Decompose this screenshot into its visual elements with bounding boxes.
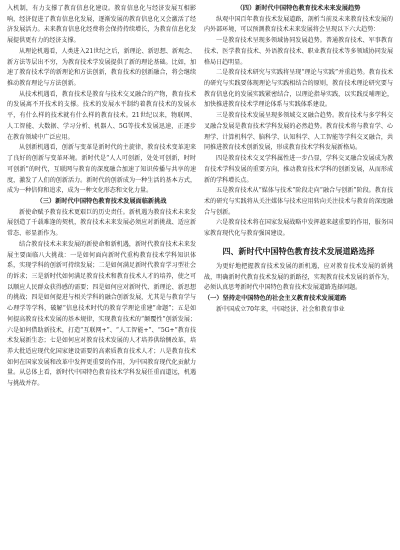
right-column [204, 4, 393, 546]
paragraph: 从创新机遇看，创新与变革是新时代的主旋律，教育技术变革迎来了良好的创新与变革环境。新时代是“人人可创新，处处可创新，时时可创新”的时代，互联网与教育的深度融合加速了知识传播与共享的速度，激发了人们的创新活力。新时代的创新成为一种生活的基本方式，成为一种信仰和追求，成为一种文化形态和文化力量。 [7, 144, 196, 195]
section-heading: （四）新时代中国特色教育技术未来发展趋势 [236, 5, 361, 12]
paragraph: 二是教育技术研究与实践将呈现“理论与实践”并重趋势。教育技术的研究与实践要体现理论与实践相结合的原则，教育技术理论研究要与教育信息化的发展实践紧密结合，以理论指导实践，以实践反哺理论，加快推进教育技术学理论体系与实践体系建设。 [204, 69, 393, 109]
paragraph: 纵观中国百年教育技术发展道路，剖析当前及未来教育技术发展的内外部环境，可以预测教育技术未来发展将会呈现以下六大趋势： [204, 15, 393, 34]
section-heading: （三）新时代中国特色教育技术发展面临新挑战 [36, 197, 167, 205]
chapter-heading: 四、新时代中国特色教育技术发展道路选择 [222, 245, 375, 256]
paragraph: 入机制，有力支撑了教育信息化建设。教育信息化与经济发展互相影响，经济促进了教育信息化发展，逐渐发展的教育信息化又会激活了经济发展活力。未来教育信息化经费将会保持持续增长，为教育信息化发展提供更有力的经济支撑。 [7, 5, 196, 45]
paragraph: 新使命赋予教育技术更艰巨的历史责任。新机遇为教育技术未来发展创造了千载难逢的契机，教育技术未来发展必须应对新挑战、适应新常态、彰显新作为。 [7, 208, 196, 238]
left-column [7, 4, 196, 546]
paragraph: 从技术机遇看，教育技术是教育与技术交叉融合的产物，教育技术的发展离不开技术的支撑。技术的发展水平制约着教育技术的发展水平，有什么样的技术就有什么样的教育技术。21世纪以来，物联网、人工智能、大数据、学习分析、机器人、5G等技术发展迅速，正逐步在教育领域中广泛应用。 [7, 90, 196, 141]
paragraph: 四是教育技术交叉学科属性进一步凸显，学科交叉融合发展成为教育技术学科发展的重要方向，推动教育技术学科的创新发展，从而形成新的学科增长点。 [204, 155, 393, 184]
paragraph: 六是教育技术将在国家发展战略中发挥越来越重要的作用，服务国家教育现代化与教育强国建设。 [204, 219, 393, 238]
paragraph: 新中国成立70年来，中国经济、社会和教育事业 [216, 305, 345, 313]
paragraph: 三是教育技术发展呈现多领域交叉融合趋势。教育技术与多学科交叉融合发展是教育技术学科发展的必然趋势。教育技术将与教育学、心理学、计算机科学、脑科学、认知科学、人工智能等学科交叉融合，共同推进教育技术创新发展，形成教育技术学科发展新格局。 [204, 112, 393, 152]
paragraph: 一是教育技术呈现多领域协同发展趋势。普通教育技术、军事教育技术、医学教育技术、外语教育技术、职业教育技术等多领域协同发展格局日趋明显。 [204, 37, 393, 66]
paragraph: 从理论机遇看，人类进入21世纪之后，新理论、新思想、新观念、新方法等层出不穷，为教育技术学发展提供了新的理论基础。比如，加速了教育技术学的新理论和方法创新，教育技术的创新融合，将会继续推动教育理论与方法创新。 [7, 47, 196, 88]
paragraph: 五是教育技术从“媒体与技术”阶段走向“融合与创新”阶段。教育技术的研究与实践将从关注媒体与技术应用转向关注技术与教育的深度融合与创新。 [204, 187, 393, 216]
section-heading: （一）坚持走中国特色的社会主义教育技术发展道路 [204, 294, 347, 302]
paragraph: 为更好地把握教育技术发展的新机遇，应对教育技术发展的新挑战，明确新时代教育技术发展的新路径，实现教育技术发展的新作为，必须认真思考新时代中国特色教育技术发展道路选择问题。 [204, 262, 393, 292]
paragraph: 结合教育技术未来发展的新使命和新机遇，新时代教育技术未来发展主要面临八大挑战：一是如何面向新时代重构教育技术学科知识体系，实现学科的创新可持续发展；二是如何满足新时代教育学习型社会的诉求；三是新时代如何满足教育技术和教育技术人才的培养，使之可以顺应人民群众获得感的需要；四是如何应对新时代、新理论、新思想的挑战；四是如何提进与相关学科的融合创新发展，尤其是与教育学与心理学等学科，破解“信息技术时代的教育学理论重建”命题”；五是如何提高教育技术发展的基本规律，实现教育技术的“颠覆性”创新发展；六是如何借助新技术，打造“互联网+”、“人工智能+”、“5G+”教育技术发展新生态；七是如何应对教育技术发展的人才培养供给侧改革，培养大批适应现代化国家建设需要的高素质教育技术人才；八是教育技术如何在国家发展和改革中发挥更重要的作用，为中国教育现代化贡献力量。从总体上看，新时代中国特色教育技术学科发展任重而道远，机遇与挑战并存。 [7, 240, 196, 388]
